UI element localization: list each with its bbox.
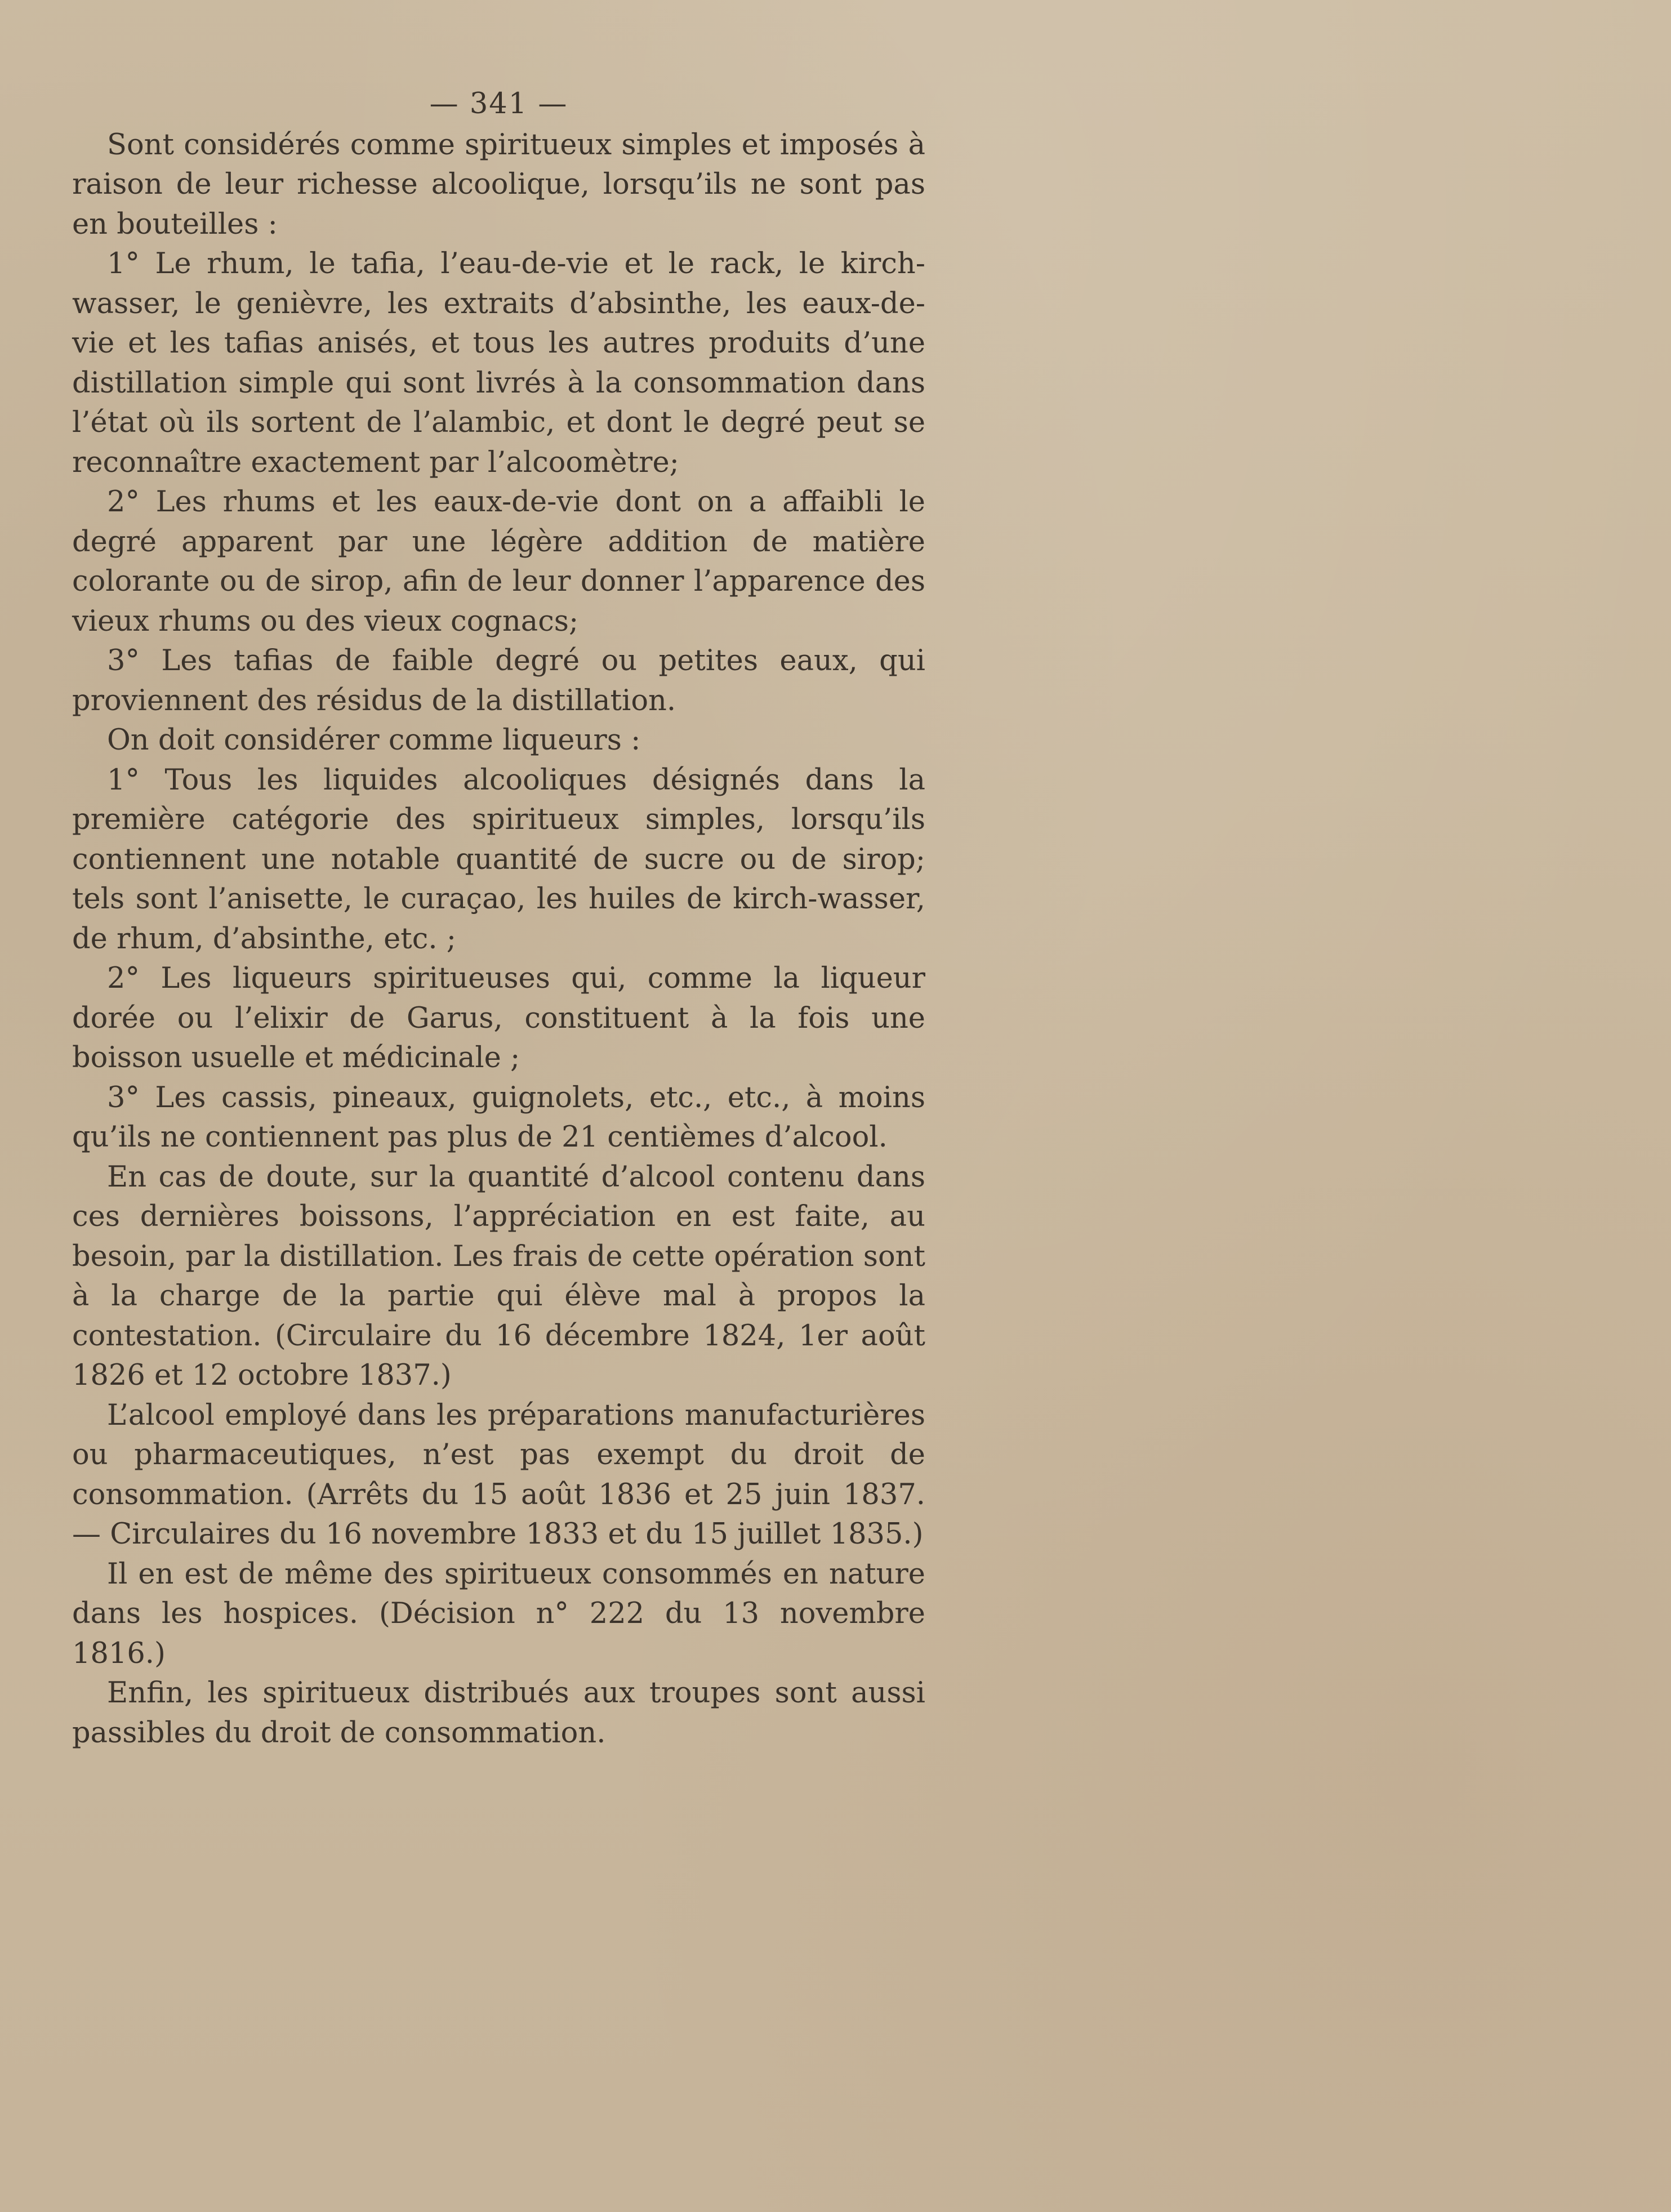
paragraph: 1° Le rhum, le tafia, l’eau-de-vie et le rack, le kirch-wasser, le genièvre, les extraits d’absinthe, les eaux-de-vie et les tafias anisés, et tous les autres produits d’une distillation simple qui sont livrés à la consommation dans l’état où ils sortent de l’alambic, et dont le degré peut se reconnaître exactement par l’alcoomètre;: [72, 247, 925, 479]
page-number: — 341 —: [429, 87, 568, 121]
paragraph: 1° Tous les liquides alcooliques désignés dans la première catégorie des spiritueux simples, lorsqu’ils contiennent une notable quantité de sucre ou de sirop; tels sont l’anisette, le curaçao, les huiles de kirch-wasser, de rhum, d’absinthe, etc. ;: [72, 763, 925, 956]
paragraph: Enfin, les spiritueux distribués aux troupes sont aussi passibles du droit de consommation.: [72, 1676, 925, 1750]
paragraph: 2° Les liqueurs spiritueuses qui, comme la liqueur dorée ou l’elixir de Garus, constituent à la fois une boisson usuelle et médicinale ;: [72, 962, 925, 1074]
paragraph: L’alcool employé dans les préparations manufacturières ou pharmaceutiques, n’est pas exempt du droit de consommation. (Arrêts du 15 août 1836 et 25 juin 1837. — Circulaires du 16 novembre 1833 et du 15 juillet 1835.): [72, 1398, 925, 1551]
paragraph: On doit considérer comme liqueurs :: [107, 724, 641, 757]
paragraph: Sont considérés comme spiritueux simples et imposés à raison de leur richesse alcoolique, lorsqu’ils ne sont pas en bouteilles :: [72, 128, 925, 241]
paragraph: 3° Les cassis, pineaux, guignolets, etc., etc., à moins qu’ils ne contiennent pas plus de 21 centièmes d’alcool.: [72, 1081, 925, 1154]
paragraph: En cas de doute, sur la quantité d’alcool contenu dans ces dernières boissons, l’appréciation en est faite, au besoin, par la distillation. Les frais de cette opération sont à la charge de la partie qui élève mal à propos la contestation. (Circulaire du 16 décembre 1824, 1er août 1826 et 12 octobre 1837.): [72, 1160, 925, 1392]
paragraph: 2° Les rhums et les eaux-de-vie dont on a affaibli le degré apparent par une légère addition de matière colorante ou de sirop, afin de leur donner l’apparence des vieux rhums ou des vieux cognacs;: [72, 485, 925, 638]
paragraph: Il en est de même des spiritueux consommés en nature dans les hospices. (Décision n° 222 du 13 novembre 1816.): [72, 1557, 925, 1670]
paragraph: 3° Les tafias de faible degré ou petites eaux, qui proviennent des résidus de la distillation.: [72, 644, 925, 717]
text-block: [72, 84, 925, 1753]
